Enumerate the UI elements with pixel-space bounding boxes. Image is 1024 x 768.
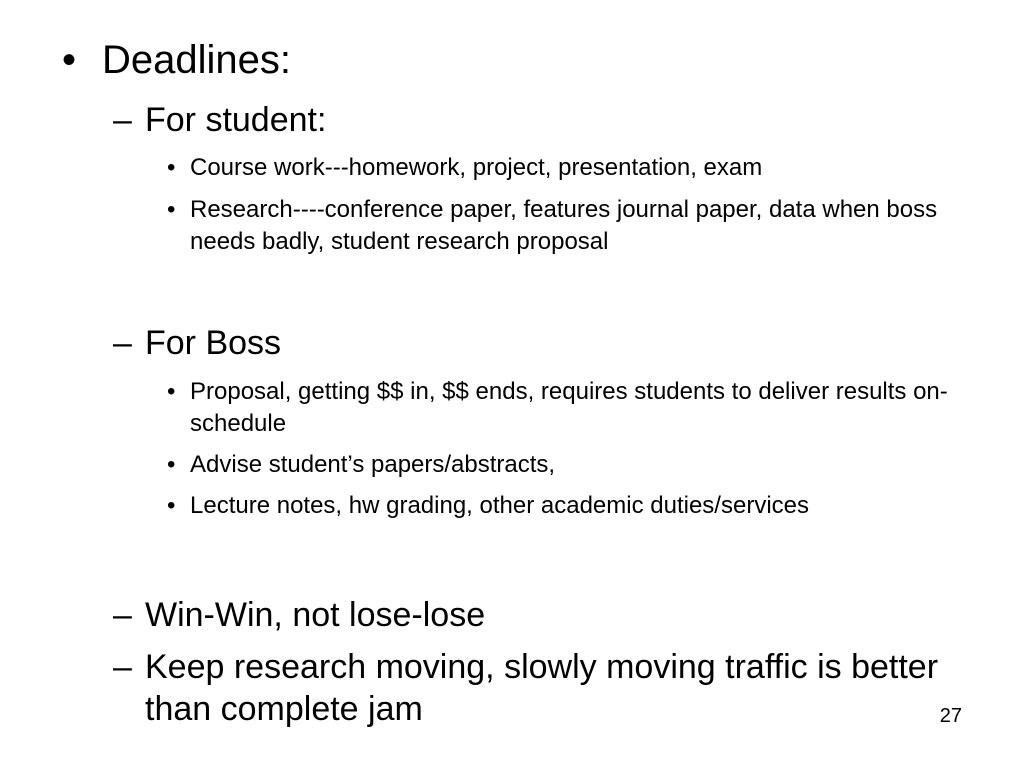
section-keep-research-moving [113,646,973,730]
section-title: For Boss [145,324,282,362]
dash-marker: – [113,596,132,634]
bullet-marker: • [167,154,176,181]
section-title: Keep research moving, slowly moving traffic is better than complete jam [145,648,939,728]
list-item [167,152,957,184]
dash-marker: – [113,101,132,139]
list-item [167,194,957,258]
section-for-boss [113,322,973,364]
bullet-marker: • [167,378,176,405]
section-title: For student: [145,101,327,139]
section-title: Win-Win, not lose-lose [145,596,486,634]
heading-text: Deadlines: [102,38,292,82]
dash-marker: – [113,324,132,362]
section-for-student [113,99,973,141]
list-item-text: Research----conference paper, features journal paper, data when boss needs badly, student research proposal [190,196,938,255]
list-item-text: Proposal, getting $$ in, $$ ends, requires students to deliver results on-schedule [190,378,948,437]
bullet-marker: • [62,38,77,82]
bullet-marker: • [167,451,176,478]
bullet-marker: • [167,492,176,519]
list-item-text: Advise student’s papers/abstracts, [190,451,556,478]
list-item-text: Lecture notes, hw grading, other academic duties/services [190,492,809,519]
list-item [167,449,957,481]
list-item [167,490,957,522]
section-win-win [113,594,973,636]
bullet-marker: • [167,196,176,223]
list-item-text: Course work---homework, project, presentation, exam [190,154,763,181]
page-number: 27 [939,705,962,727]
list-item [167,376,957,440]
dash-marker: – [113,648,132,686]
